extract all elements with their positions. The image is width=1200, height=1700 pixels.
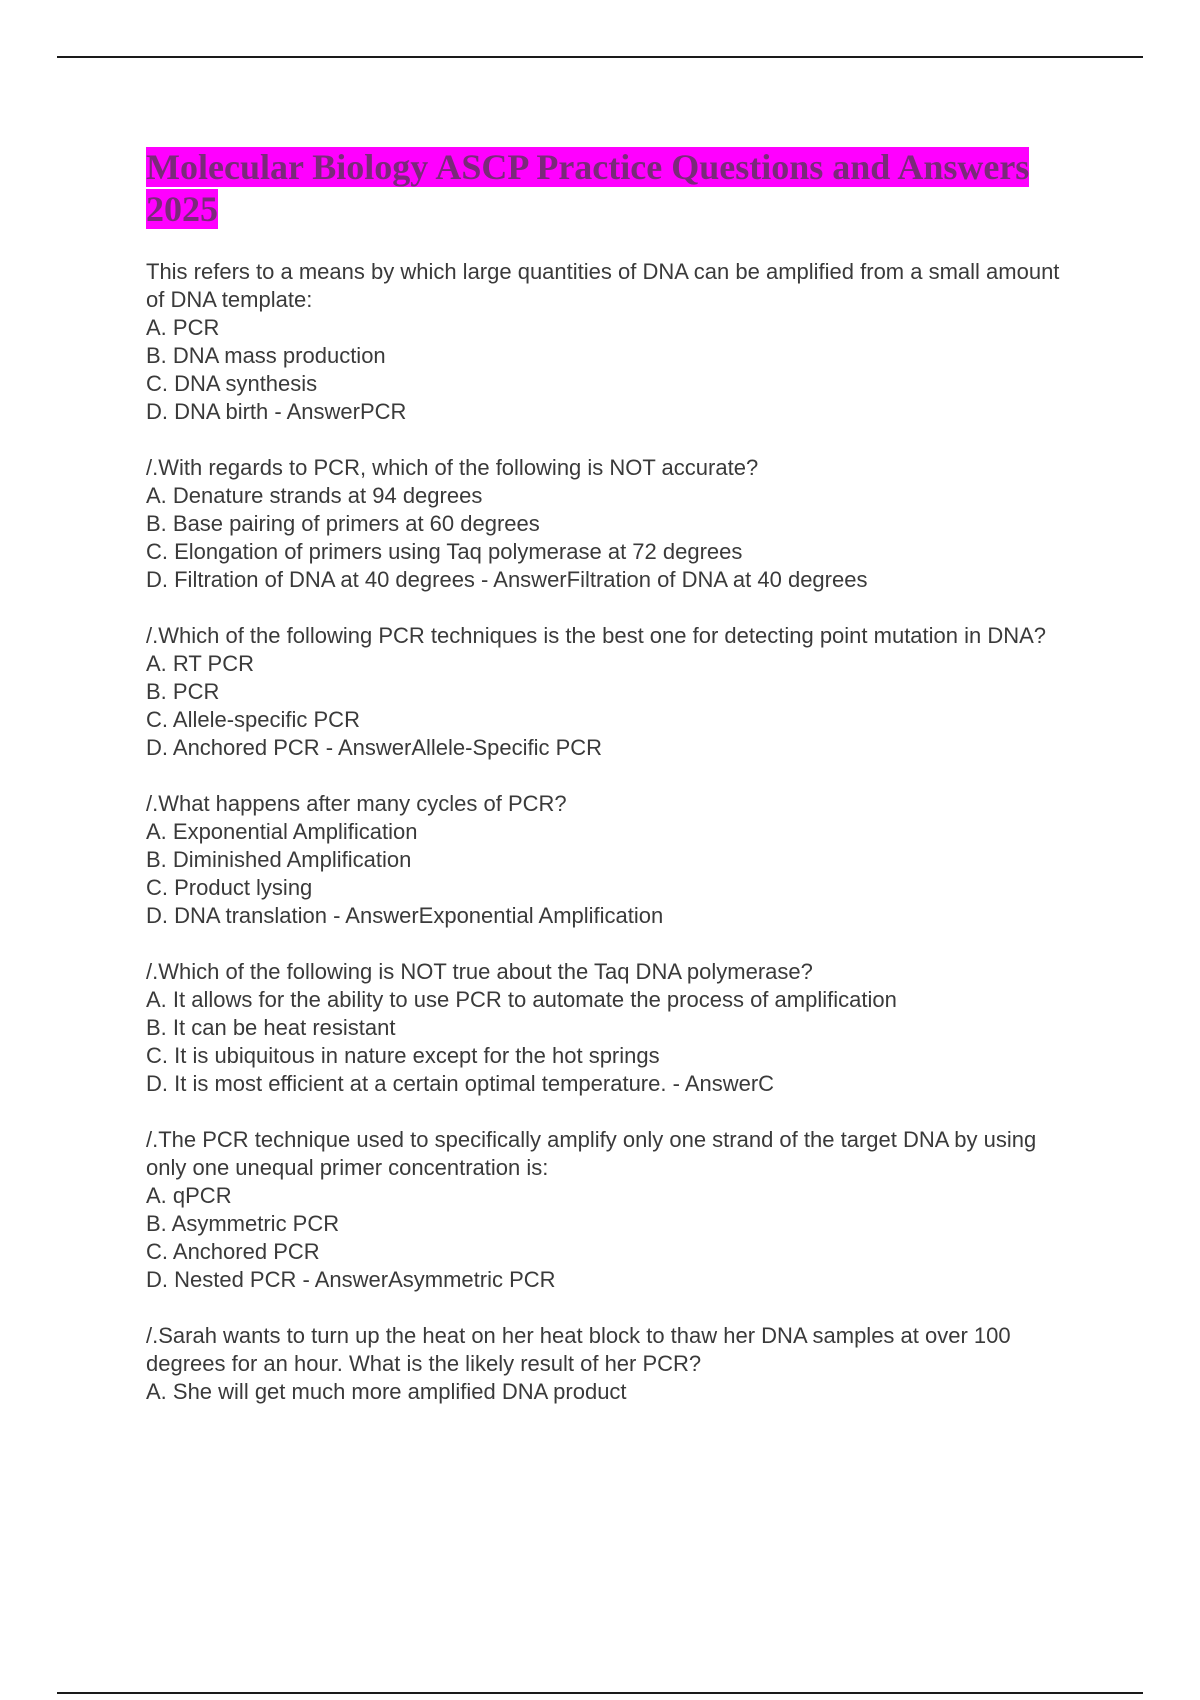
answer-option: A. RT PCR	[146, 651, 254, 676]
question-stem: /.Which of the following PCR techniques is the best one for detecting point mutation in DNA?	[146, 623, 1047, 648]
answer-option: D. Filtration of DNA at 40 degrees - AnswerFiltration of DNA at 40 degrees	[146, 567, 868, 592]
answer-option: A. Exponential Amplification	[146, 819, 418, 844]
answer-option: D. It is most efficient at a certain optimal temperature. - AnswerC	[146, 1071, 775, 1096]
answer-option: D. DNA birth - AnswerPCR	[146, 399, 407, 424]
answer-option: D. Nested PCR - AnswerAsymmetric PCR	[146, 1267, 556, 1292]
document-body	[146, 146, 1066, 1434]
answer-option: C. Allele-specific PCR	[146, 707, 360, 732]
question-block	[146, 1126, 1066, 1294]
question-block	[146, 454, 1066, 594]
answer-option: B. DNA mass production	[146, 343, 386, 368]
answer-option: B. Base pairing of primers at 60 degrees	[146, 511, 540, 536]
answer-option: C. Anchored PCR	[146, 1239, 320, 1264]
question-stem: /.Which of the following is NOT true about the Taq DNA polymerase?	[146, 959, 813, 984]
answer-option: A. Denature strands at 94 degrees	[146, 483, 483, 508]
answer-option: A. qPCR	[146, 1183, 232, 1208]
answer-option: B. Diminished Amplification	[146, 847, 412, 872]
answer-option: B. PCR	[146, 679, 220, 704]
answer-option: D. Anchored PCR - AnswerAllele-Specific PCR	[146, 735, 603, 760]
question-stem: This refers to a means by which large quantities of DNA can be amplified from a small amount of DNA template:	[146, 259, 1060, 312]
question-stem: /.Sarah wants to turn up the heat on her heat block to thaw her DNA samples at over 100 degrees for an hour. What is the likely result of her PCR?	[146, 1323, 1011, 1376]
answer-option: D. DNA translation - AnswerExponential Amplification	[146, 903, 664, 928]
question-block	[146, 1322, 1066, 1406]
question-stem: /.The PCR technique used to specifically amplify only one strand of the target DNA by using only one unequal primer concentration is:	[146, 1127, 1037, 1180]
header-rule	[57, 56, 1143, 58]
question-block	[146, 958, 1066, 1098]
answer-option: A. PCR	[146, 315, 220, 340]
document-title	[146, 146, 1066, 230]
answer-option: C. It is ubiquitous in nature except for the hot springs	[146, 1043, 660, 1068]
answer-option: A. She will get much more amplified DNA product	[146, 1379, 627, 1404]
answer-option: C. Elongation of primers using Taq polymerase at 72 degrees	[146, 539, 743, 564]
answer-option: C. DNA synthesis	[146, 371, 318, 396]
answer-option: C. Product lysing	[146, 875, 313, 900]
question-stem: /.With regards to PCR, which of the following is NOT accurate?	[146, 455, 759, 480]
question-stem: /.What happens after many cycles of PCR?	[146, 791, 567, 816]
answer-option: B. It can be heat resistant	[146, 1015, 396, 1040]
answer-option: A. It allows for the ability to use PCR to automate the process of amplification	[146, 987, 897, 1012]
footer-rule	[57, 1692, 1143, 1694]
answer-option: B. Asymmetric PCR	[146, 1211, 340, 1236]
question-block	[146, 790, 1066, 930]
question-block	[146, 622, 1066, 762]
question-block	[146, 258, 1066, 426]
document-title-text: Molecular Biology ASCP Practice Questions and Answers 2025	[146, 147, 1030, 229]
